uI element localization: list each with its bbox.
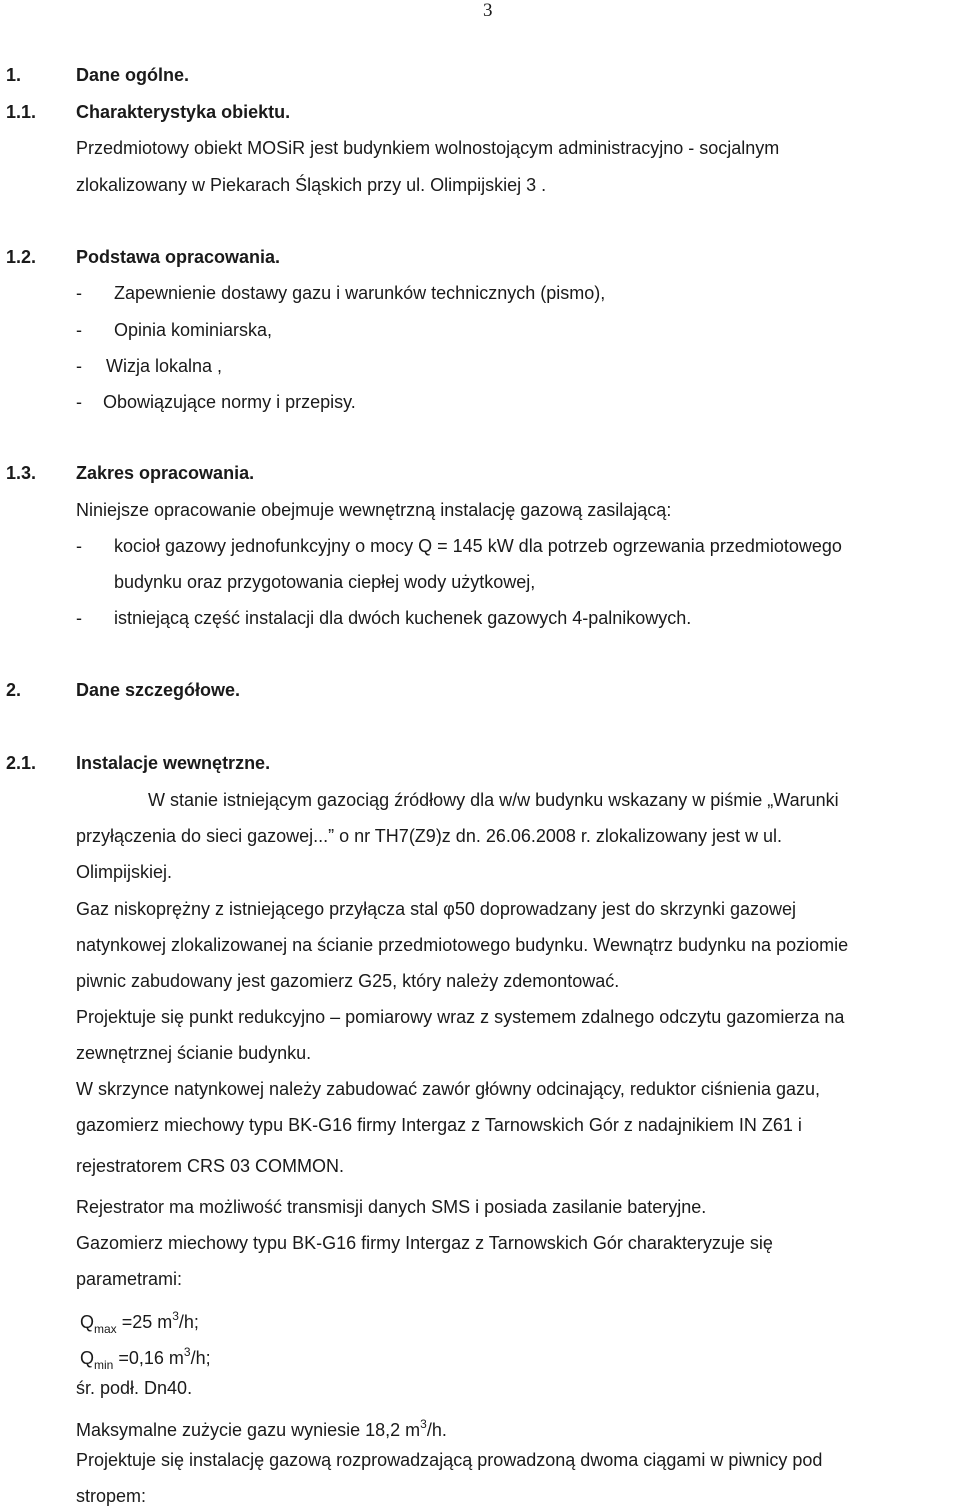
list-item: kocioł gazowy jednofunkcyjny o mocy Q = 145 kW dla potrzeb ogrzewania przedmiotowego (114, 536, 842, 556)
paragraph-line: zewnętrznej ścianie budynku. (76, 1043, 312, 1063)
list-item: istniejącą część instalacji dla dwóch kuchenek gazowych 4-palnikowych. (114, 608, 692, 628)
section-number: 1. (6, 65, 22, 85)
param-superscript: 3 (183, 1345, 191, 1359)
paragraph-line: Projektuje się instalację gazową rozprowadzającą prowadzoną dwoma ciągami w piwnicy pod (76, 1450, 823, 1470)
paragraph-line: Projektuje się punkt redukcyjno – pomiarowy wraz z systemem zdalnego odczytu gazomierza na (76, 1007, 845, 1027)
paragraph-line: śr. podł. Dn40. (76, 1378, 193, 1398)
section-heading: Dane szczegółowe. (76, 680, 241, 700)
paragraph-line: Olimpijskiej. (76, 862, 173, 882)
param-symbol: Q (80, 1312, 95, 1332)
paragraph-line: W skrzynce natynkowej należy zabudować zawór główny odcinający, reduktor ciśnienia gazu, (76, 1079, 821, 1099)
paragraph-line: W stanie istniejącym gazociąg źródłowy dla w/w budynku wskazany w piśmie „Warunki (148, 790, 839, 810)
paragraph-line: Gaz niskoprężny z istniejącego przyłącza stal φ50 doprowadzany jest do skrzynki gazowej (76, 899, 797, 919)
paragraph-line: gazomierz miechowy typu BK-G16 firmy Intergaz z Tarnowskich Gór z nadajnikiem IN Z61 i (76, 1115, 802, 1135)
subsection-number: 2.1. (6, 753, 37, 773)
section-number: 2. (6, 680, 22, 700)
subsection-number: 1.3. (6, 463, 37, 483)
paragraph-line: piwnic zabudowany jest gazomierz G25, który należy zdemontować. (76, 971, 620, 991)
list-dash: - (76, 320, 82, 340)
list-dash: - (76, 608, 82, 628)
paragraph-line: stropem: (76, 1486, 147, 1506)
list-item: Wizja lokalna , (106, 356, 223, 376)
param-qmax (80, 1305, 199, 1340)
list-item: Obowiązujące normy i przepisy. (103, 392, 356, 412)
list-dash: - (76, 283, 82, 303)
param-value: =0,16 m (113, 1348, 184, 1368)
subsection-heading: Podstawa opracowania. (76, 247, 281, 267)
subsection-heading: Zakres opracowania. (76, 463, 255, 483)
param-subscript: min (94, 1358, 114, 1372)
subsection-number: 1.1. (6, 102, 37, 122)
paragraph-line: przyłączenia do sieci gazowej...” o nr TH7(Z9)z dn. 26.06.2008 r. zlokalizowany jest w ul. (76, 826, 782, 846)
list-item-continuation: budynku oraz przygotowania ciepłej wody użytkowej, (114, 572, 536, 592)
consumption-superscript: 3 (420, 1417, 427, 1431)
list-item: Opinia kominiarska, (114, 320, 273, 340)
paragraph-line: Rejestrator ma możliwość transmisji danych SMS i posiada zasilanie bateryjne. (76, 1197, 707, 1217)
section-heading: Dane ogólne. (76, 65, 190, 85)
param-subscript: max (94, 1322, 117, 1336)
gas-consumption (76, 1413, 447, 1441)
page-number: 3 (483, 0, 493, 21)
paragraph-line: Niniejsze opracowanie obejmuje wewnętrzną instalację gazową zasilającą: (76, 500, 672, 520)
paragraph-line: Gazomierz miechowy typu BK-G16 firmy Intergaz z Tarnowskich Gór charakteryzuje się (76, 1233, 773, 1253)
paragraph-line: natynkowej zlokalizowanej na ścianie przedmiotowego budynku. Wewnątrz budynku na poziomie (76, 935, 849, 955)
paragraph-line: parametrami: (76, 1269, 183, 1289)
list-item: Zapewnienie dostawy gazu i warunków technicznych (pismo), (114, 283, 606, 303)
list-dash: - (76, 392, 82, 412)
consumption-unit: /h. (426, 1420, 447, 1440)
paragraph-line: zlokalizowany w Piekarach Śląskich przy ul. Olimpijskiej 3 . (76, 175, 547, 195)
subsection-number: 1.2. (6, 247, 37, 267)
consumption-text: Maksymalne zużycie gazu wyniesie 18,2 m (76, 1420, 421, 1440)
param-unit: /h; (190, 1348, 211, 1368)
param-value: =25 m (116, 1312, 173, 1332)
subsection-heading: Instalacje wewnętrzne. (76, 753, 271, 773)
paragraph-line: Przedmiotowy obiekt MOSiR jest budynkiem wolnostojącym administracyjno - socjalnym (76, 138, 780, 158)
param-symbol: Q (80, 1348, 95, 1368)
param-qmin (80, 1341, 211, 1376)
param-unit: /h; (178, 1312, 199, 1332)
subsection-heading: Charakterystyka obiektu. (76, 102, 291, 122)
list-dash: - (76, 356, 82, 376)
paragraph-line: rejestratorem CRS 03 COMMON. (76, 1156, 345, 1176)
list-dash: - (76, 536, 82, 556)
param-superscript: 3 (172, 1309, 179, 1323)
